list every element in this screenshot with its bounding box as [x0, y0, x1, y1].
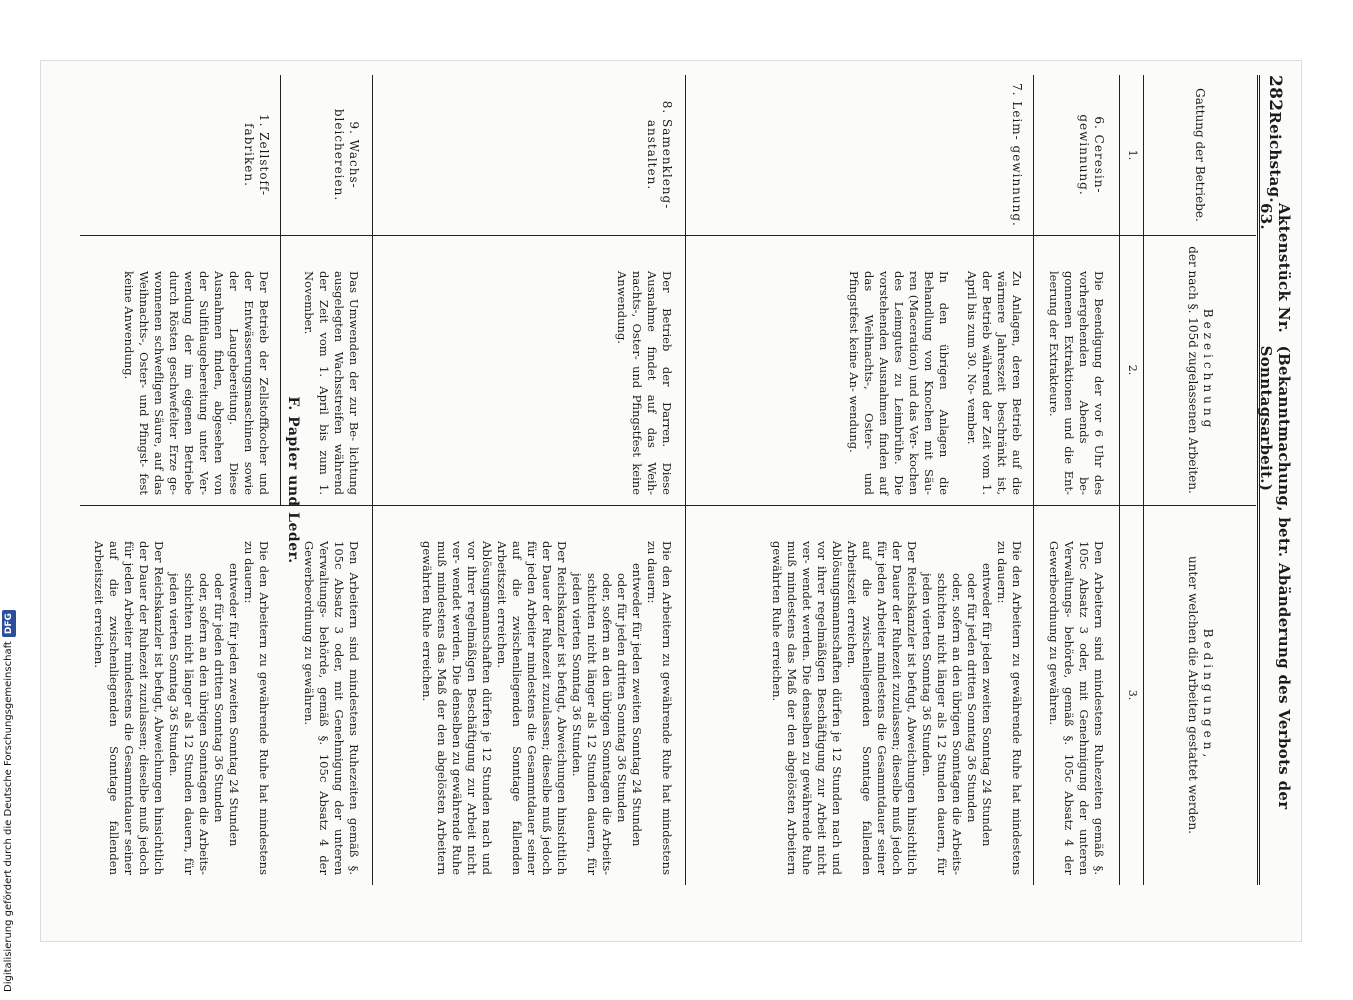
condition-option: entweder für jeden zweiten Sonntag 24 Stunden	[227, 563, 241, 847]
column-number-1: 1.	[1119, 75, 1144, 235]
row-6-name: 6. Ceresin- gewinnung.	[1077, 114, 1106, 196]
condition-option: oder für jeden dritten Sonntag 36 Stunden	[615, 573, 629, 823]
column-title-2: Bezeichnung	[1201, 308, 1215, 432]
column-title-1: Gattung der Betriebe.	[1193, 88, 1208, 222]
column-divider	[80, 235, 1256, 236]
condition-paragraph: Der Reichskanzler ist befugt, Abweichungen hinsichtlich der Dauer der Ruhezeit zuzulassen; dieselbe muß jedoch für jeden Arbeiter mindestens die Gesammtdauer seiner auf die zwischenliegenden Sonntage fallenden Arbeitszeit erreichen.	[845, 541, 919, 875]
header-left: Reichstag.	[1266, 111, 1284, 203]
column-heading-1	[1143, 75, 1256, 235]
page-number: 282	[1265, 75, 1285, 112]
condition-option: entweder für jeden zweiten Sonntag 24 Stunden	[980, 563, 994, 847]
condition-paragraph: Der Reichskanzler ist befugt, Abweichungen hinsichtlich der Dauer der Ruhezeit zuzulassen; dieselbe muß jedoch für jeden Arbeiter mindestens die Gesammtdauer seiner auf die zwischenliegenden Sonntage fallenden Arbeitszeit erreichen.	[92, 541, 166, 875]
condition-option: oder, sofern an den übrigen Sonntagen die Arbeits- schichten nicht länger als 12 Stunden dauern, für jeden vierten Sonntag 36 Stunden.	[920, 573, 964, 875]
row-6-condition: Den Arbeitern sind mindestens Ruhezeiten gemäß §. 105c Absatz 3 oder, mit Genehmigung der unteren Verwaltungs- behörde, gemäß §. 105c Absatz 4 der Gewerbeordnung zu gewähren.	[1047, 541, 1106, 875]
section-f-work: Der Betrieb der Zellstoffkocher und der Entwässerungsmaschinen sowie der Laugebereitung. Diese Ausnahmen finden, abgesehen von der Sulfitlaugebereitung unter Ver- wendung der im eigenen Betriebe durch Rösten geschwefelter Erze ge- wonnenen schwefligen Säure, auf das Weihnachts-, Oster- und Pfingst- fest keine Anwendung.	[122, 271, 271, 495]
row-8-conditions	[419, 515, 674, 875]
column-heading-2	[1143, 235, 1256, 505]
section-f-row-name: 1. Zellstoff- fabriken.	[242, 113, 271, 197]
column-number-3: 3.	[1119, 505, 1144, 885]
condition-paragraph: Ablösungsmannschaften dürfen je 12 Stunden nach und vor ihrer regelmäßigen Beschäftigung zur Arbeit nicht ver- wendet werden. Die denselben zu gewährende Ruhe muß mindestens das Maß der den abgelösten Arbeitern gewährten Ruhe erreichen.	[770, 541, 844, 875]
condition-intro: Die den Arbeitern zu gewährende Ruhe hat mindestens zu dauern:	[995, 541, 1024, 875]
digitization-credit	[0, 0, 18, 1000]
section-divider	[280, 75, 281, 505]
row-7-work-2: In den übrigen Anlagen die Behandlung von Knochen mit Säu- ren (Maceration) und das Ver- kochen des Leimgutes zu Leimbrühe. Die vorstehenden Ausnahmen finden auf das Weihnachts-, Oster- und Pfingstfest keine An- wendung.	[847, 271, 951, 495]
row-divider	[685, 75, 686, 885]
section-f-conditions	[91, 515, 271, 875]
header-middle: Aktenstück Nr. 63.	[1257, 202, 1293, 334]
condition-paragraph: Der Reichskanzler ist befugt, Abweichungen hinsichtlich der Dauer der Ruhezeit zuzulassen; dieselbe muß jedoch für jeden Arbeiter mindestens die Gesammtdauer seiner auf die zwischenliegenden Sonntage fallenden Arbeitszeit erreichen.	[495, 541, 569, 875]
condition-option: oder für jeden dritten Sonntag 36 Stunden	[965, 573, 979, 823]
dfg-logo: DFG	[2, 610, 16, 637]
column-number-2: 2.	[1119, 235, 1144, 505]
row-8-name: 8. Samenkleng- anstalten.	[645, 100, 674, 210]
regulation-table	[80, 75, 1256, 885]
row-divider	[1033, 75, 1034, 885]
column-subtitle-3: unter welchen die Arbeiten gestattet werden.	[1186, 556, 1200, 834]
section-f-title: F. Papier und Leder.	[285, 396, 301, 564]
row-9-work: Das Umwenden der zur Be- lichtung ausgelegten Wachsstreifen während der Zeit vom 1. April bis zum 1. November.	[302, 271, 361, 495]
column-divider	[80, 505, 1256, 506]
credit-text: Digitalisierung gefördert durch die Deutsche Forschungsgemeinschaft	[3, 641, 14, 992]
condition-paragraph: Ablösungsmannschaften dürfen je 12 Stunden nach und vor ihrer regelmäßigen Beschäftigung zur Arbeit nicht ver- wendet werden. Die denselben zu gewährende Ruhe muß mindestens das Maß der den abgelösten Arbeitern gewährten Ruhe erreichen.	[420, 541, 494, 875]
row-9-condition: Den Arbeitern sind mindestens Ruhezeiten gemäß §. 105c Absatz 3 oder, mit Genehmigung der unteren Verwaltungs- behörde, gemäß §. 105c Absatz 4 der Gewerbeordnung zu gewähren.	[302, 541, 361, 875]
condition-option: oder, sofern an den übrigen Sonntagen die Arbeits- schichten nicht länger als 12 Stunden dauern, für jeden vierten Sonntag 36 Stunden.	[167, 573, 211, 875]
row-7-conditions	[769, 515, 1024, 875]
row-8-work: Der Betrieb der Darren. Diese Ausnahme findet auf das Weih- nachts-, Oster- und Pfingstfest keine Anwendung.	[615, 271, 674, 495]
condition-option: oder, sofern an den übrigen Sonntagen die Arbeits- schichten nicht länger als 12 Stunden dauern, für jeden vierten Sonntag 36 Stunden.	[570, 573, 614, 875]
header-right: (Bekanntmachung, betr. Abänderung des Verbots der Sonntagsarbeit.)	[1257, 345, 1293, 810]
column-title-3: Bedingungen,	[1201, 628, 1215, 762]
page-header	[1257, 75, 1293, 885]
condition-option: entweder für jeden zweiten Sonntag 24 Stunden	[630, 563, 644, 847]
column-heading-3	[1143, 505, 1256, 885]
condition-intro: Die den Arbeitern zu gewährende Ruhe hat mindestens zu dauern:	[645, 541, 674, 875]
row-6-work: Die Beendigung der vor 6 Uhr des vorhergehenden Abends be- gonnenen Extraktionen und die Ent- leerung der Extrakteure.	[1047, 271, 1106, 495]
column-subtitle-2: der nach §. 105d zugelassenen Arbeiten.	[1186, 246, 1200, 494]
row-9-name: 9. Wachs- bleichereien.	[332, 108, 361, 202]
condition-intro: Die den Arbeitern zu gewährende Ruhe hat mindestens zu dauern:	[242, 541, 271, 875]
rotated-page	[80, 75, 1293, 885]
row-divider	[372, 75, 373, 885]
condition-option: oder für jeden dritten Sonntag 36 Stunden	[212, 573, 226, 823]
row-7-name: 7. Leim- gewinnung.	[1010, 83, 1024, 227]
row-7-work: Zu Anlagen, deren Betrieb auf die wärmere Jahreszeit beschränkt ist, der Betrieb während der Zeit vom 1. April bis zum 30. No- vember.	[965, 271, 1024, 495]
